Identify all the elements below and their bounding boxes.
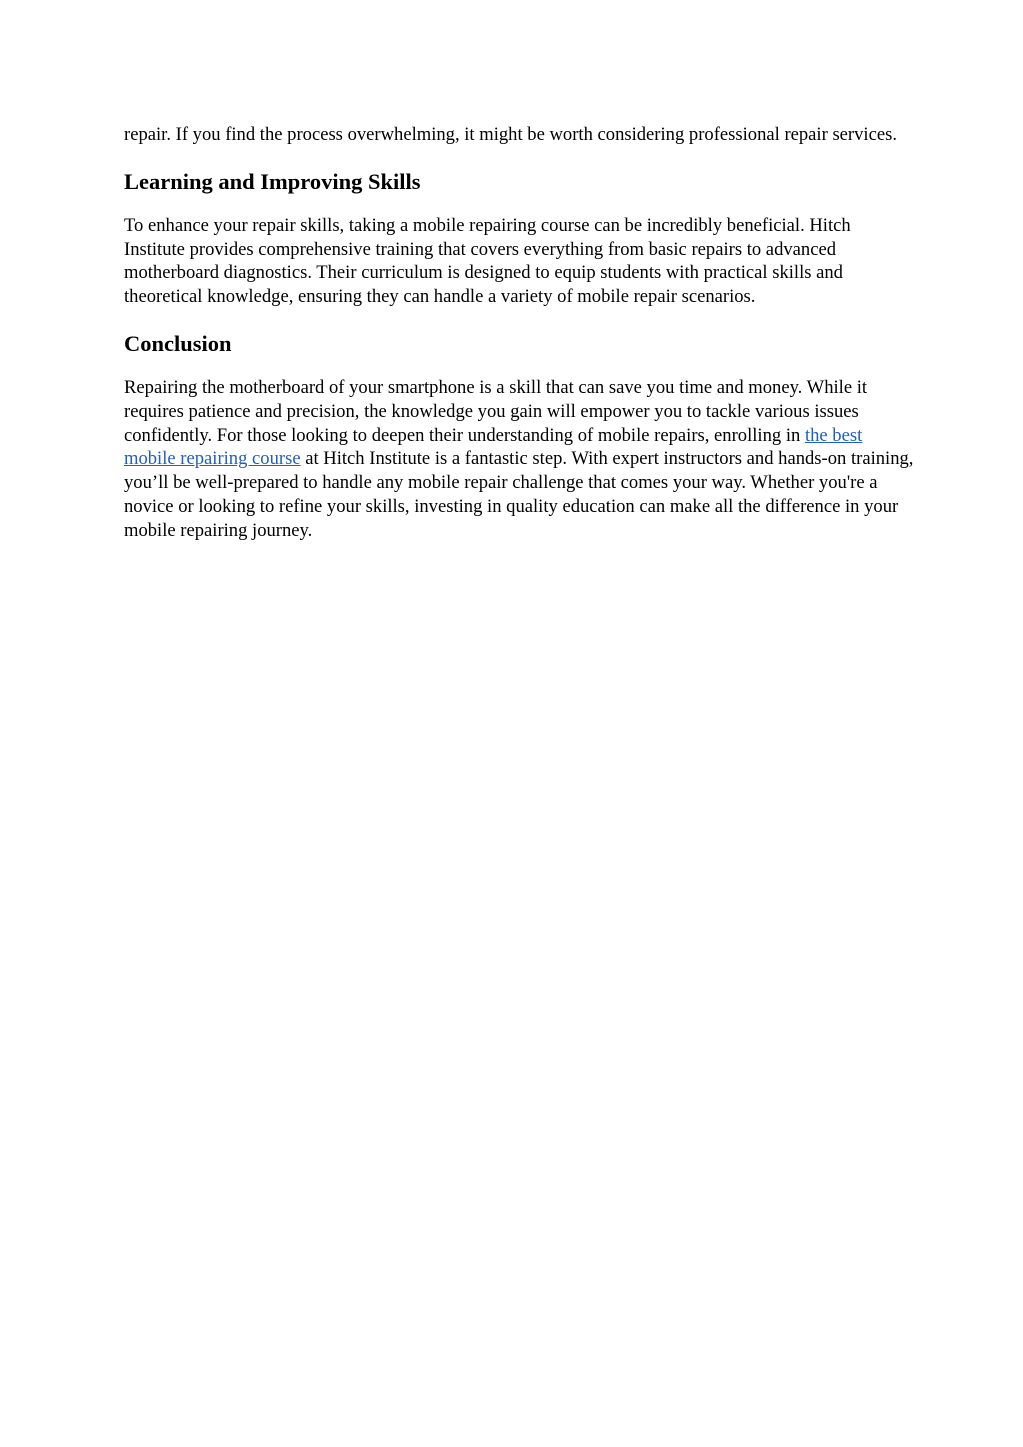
conclusion-text-before-link: Repairing the motherboard of your smartphone is a skill that can save you time and money. While it requires patience and precision, the knowledge you gain will empower you to tackle various issues confidently. For those looking to deepen their understanding of mobile repairs, enrolling in	[124, 376, 868, 446]
section-heading-conclusion: Conclusion	[124, 330, 232, 356]
section-heading-learning: Learning and Improving Skills	[124, 168, 421, 194]
conclusion-paragraph	[124, 376, 914, 543]
learning-paragraph: To enhance your repair skills, taking a mobile repairing course can be incredibly beneficial. Hitch Institute provides comprehensive training that covers everything from basic repairs to advanced motherboard diagnostics. Their curriculum is designed to equip students with practical skills and theoretical knowledge, ensuring they can handle a variety of mobile repair scenarios.	[124, 214, 851, 308]
conclusion-text-after-link: at Hitch Institute is a fantastic step. With expert instructors and hands-on training, you’ll be well-prepared to handle any mobile repair challenge that comes your way. Whether you're a novice or looking to refine your skills, investing in quality education can make all the difference in your mobile repairing journey.	[124, 448, 914, 541]
course-link[interactable]: the best mobile repairing course	[124, 424, 863, 470]
document-body	[124, 123, 914, 543]
intro-paragraph: repair. If you find the process overwhelming, it might be worth considering professional repair services.	[124, 124, 897, 145]
